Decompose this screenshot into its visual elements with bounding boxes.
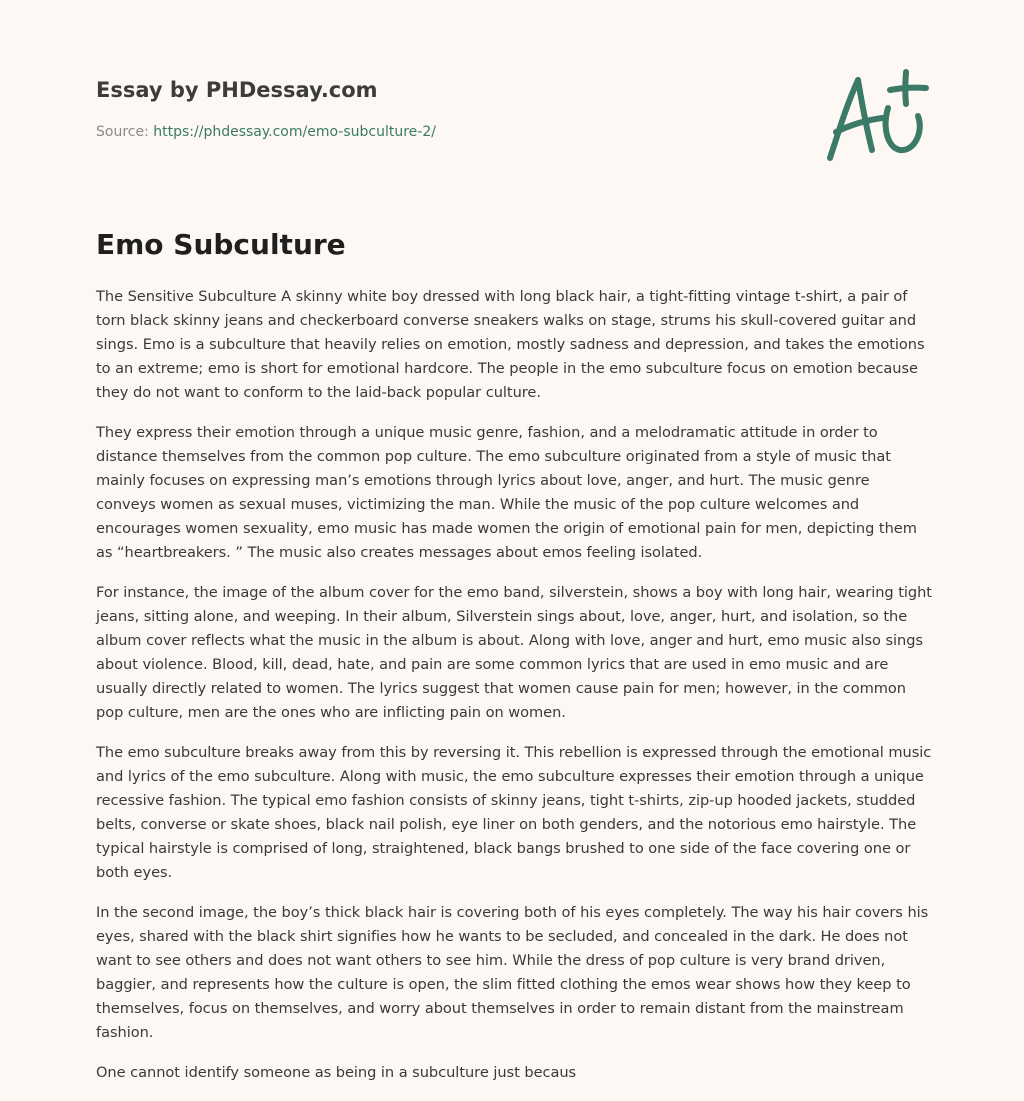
essay-paragraph: The Sensitive Subculture A skinny white boy dressed with long black hair, a tight-fitting vintage t-shirt, a pair of torn black skinny jeans and checkerboard converse sneakers walks on stage, strums his skull-covered guitar and sings. Emo is a subculture that heavily relies on emotion, mostly sadness and depression, and takes the emotions to an extreme; emo is short for emotional hardcore. The people in the emo subculture focus on emotion because they do not want to conform to the laid-back popular culture. bbox=[96, 288, 925, 401]
essay-title: Emo Subculture bbox=[96, 228, 346, 261]
essay-body bbox=[96, 285, 932, 1101]
a-plus-logo-icon bbox=[822, 66, 930, 166]
source-label: Source: bbox=[96, 124, 154, 140]
essay-paragraph: The emo subculture breaks away from this by reversing it. This rebellion is expressed through the emotional music and lyrics of the emo subculture. Along with music, the emo subculture expresses their emotion through a unique recessive fashion. The typical emo fashion consists of skinny jeans, tight t-shirts, zip-up hooded jackets, studded belts, converse or skate shoes, black nail polish, eye liner on both genders, and the notorious emo hairstyle. The typical hairstyle is comprised of long, straightened, black bangs brushed to one side of the face covering one or both eyes. bbox=[96, 744, 932, 881]
site-title: Essay by PHDessay.com bbox=[96, 78, 378, 102]
source-link[interactable]: https://phdessay.com/emo-subculture-2/ bbox=[153, 124, 436, 140]
source-line bbox=[96, 122, 796, 142]
essay-paragraph: One cannot identify someone as being in a subculture just becaus bbox=[96, 1064, 577, 1081]
page-header bbox=[96, 76, 796, 142]
essay-paragraph: For instance, the image of the album cover for the emo band, silverstein, shows a boy with long hair, wearing tight jeans, sitting alone, and weeping. In their album, Silverstein sings about, love, anger, hurt, and isolation, so the album cover reflects what the music in the album is about. Along with love, anger and hurt, emo music also sings about violence. Blood, kill, dead, hate, and pain are some common lyrics that are used in emo music and are usually directly related to women. The lyrics suggest that women cause pain for men; however, in the common pop culture, men are the ones who are inflicting pain on women. bbox=[96, 584, 932, 721]
essay-paragraph: In the second image, the boy’s thick black hair is covering both of his eyes completely. The way his hair covers his eyes, shared with the black shirt signifies how he wants to be secluded, and concealed in the dark. He does not want to see others and does not want others to see him. While the dress of pop culture is very brand driven, baggier, and represents how the culture is open, the slim fitted clothing the emos wear shows how they keep to themselves, focus on themselves, and worry about themselves in order to remain distant from the mainstream fashion. bbox=[96, 904, 929, 1041]
essay-paragraph: They express their emotion through a unique music genre, fashion, and a melodramatic attitude in order to distance themselves from the common pop culture. The emo subculture originated from a style of music that mainly focuses on expressing man’s emotions through lyrics about love, anger, and hurt. The music genre conveys women as sexual muses, victimizing the man. While the music of the pop culture welcomes and encourages women sexuality, emo music has made women the origin of emotional pain for men, depicting them as “heartbreakers. ” The music also creates messages about emos feeling isolated. bbox=[96, 424, 917, 561]
